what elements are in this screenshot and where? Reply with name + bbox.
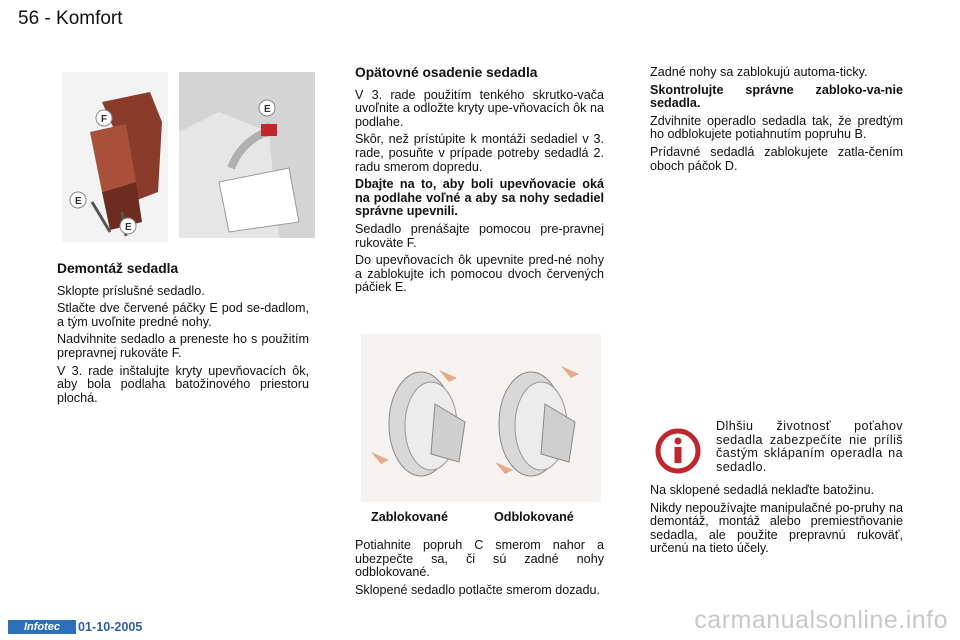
left-p4: V 3. rade inštalujte kryty upevňovacích ôk, aby bola podlaha batožinového priestoru plochá. <box>57 363 309 405</box>
info-note <box>716 420 903 474</box>
right-p6: Nikdy nepoužívajte manipulačné po-pruhy na demontáž, montáž alebo premiestňovanie sedadla, ale použite prepravnú rukoväť, určenú na tieto účely. <box>650 500 903 556</box>
right-p5: Na sklopené sedadlá neklaďte batožinu. <box>650 483 875 497</box>
label-e-2: E <box>125 222 132 233</box>
mid-p1: V 3. rade použitím tenkého skrutko-vača uvoľnite a odložte kryty upe-vňovacích ôk na podlahe. <box>355 87 604 129</box>
label-e-1: E <box>75 196 82 207</box>
right-p3: Zdvihnite operadlo sedadla tak, že predtým ho odblokujete potiahnutím popruhu B. <box>650 113 903 142</box>
fixing-illustration <box>361 334 601 502</box>
right-p2: Skontrolujte správne zabloko-va-nie sedadla. <box>650 82 903 111</box>
left-p3: Nadvihnite sedadlo a preneste ho s použitím prepravnej rukoväte F. <box>57 332 309 360</box>
mid-bottom-text <box>355 539 604 601</box>
label-e-3: E <box>264 104 271 115</box>
left-p1: Sklopte príslušné sedadlo. <box>57 283 205 298</box>
right-p1: Zadné nohy sa zablokujú automa-ticky. <box>650 65 868 79</box>
remove-seat-section <box>57 262 309 409</box>
mid-p3: Dbajte na to, aby boli upevňovacie oká na podlahe voľné a aby sa nohy sedadiel správne upevnili. <box>355 177 604 219</box>
mid-p5: Do upevňovacích ôk upevnite pred-né nohy a zablokujte ich pomocou dvoch červených páčiek E. <box>355 253 604 295</box>
label-f: F <box>101 114 108 125</box>
right-p4: Prídavné sedadlá zablokujete zatla-čením oboch páčok D. <box>650 144 903 173</box>
mid-p2: Skôr, než prístúpite k montáži sedadiel v 3. rade, posuňte v prípade potreby sedadlá 2. radu smerom dopredu. <box>355 132 604 174</box>
left-p2: Stlačte dve červené páčky E pod se-dadlom, a tým uvoľnite predné nohy. <box>57 301 309 329</box>
page-title: 56 - Komfort <box>18 8 123 29</box>
info-note-text: Dlhšiu životnosť poťahov sedadla zabezpečíte nie príliš častým sklápaním operadla na sedadlo. <box>716 419 903 474</box>
footer-date: 01-10-2005 <box>78 620 143 634</box>
right-column <box>650 66 903 177</box>
refit-seat-title: Opätovné osadenie sedadla <box>355 65 538 80</box>
info-icon <box>655 428 701 474</box>
mid-p6: Potiahnite popruh C smerom nahor a ubezpečte sa, či sú zadné nohy odblokované. <box>355 538 604 580</box>
mid-p4: Sedadlo prenášajte pomocou pre-pravnej rukoväte F. <box>355 221 604 250</box>
caption-locked: Zablokované <box>371 510 448 524</box>
infotec-logo: Infotec <box>8 620 76 634</box>
lever-illustration <box>179 72 315 238</box>
caption-unlocked: Odblokované <box>494 510 574 524</box>
refit-seat-section <box>355 66 604 299</box>
remove-seat-title: Demontáž sedadla <box>57 261 179 276</box>
seat-illustration <box>62 72 168 242</box>
mid-p7: Sklopené sedadlo potlačte smerom dozadu. <box>355 582 601 597</box>
watermark: carmanualsonline.info <box>694 606 948 634</box>
right-bottom-text <box>650 484 903 560</box>
